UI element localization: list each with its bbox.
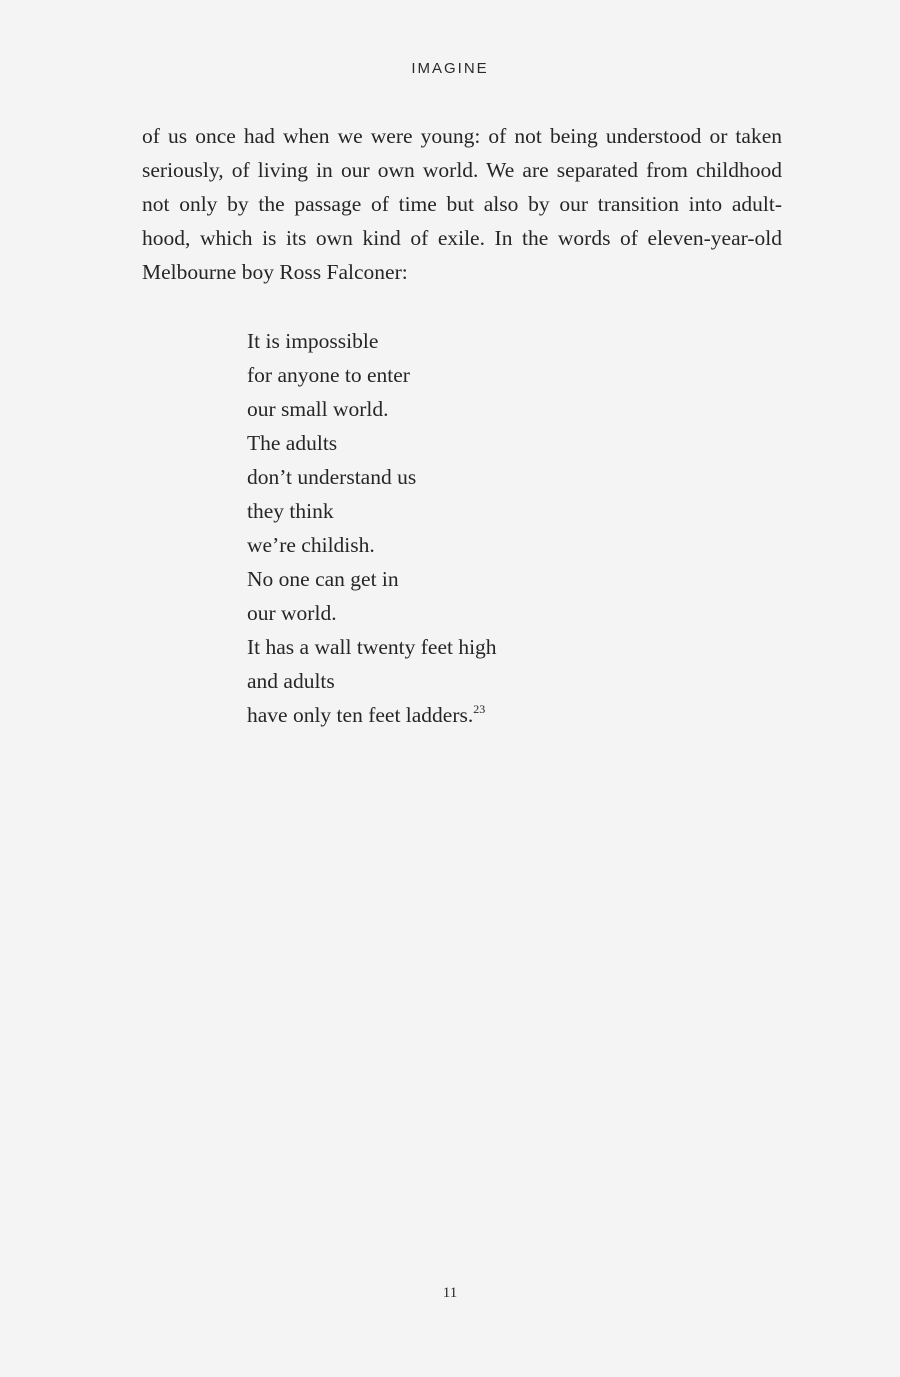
poem-line: The adults	[247, 431, 338, 455]
footnote-reference[interactable]: 23	[473, 702, 486, 716]
poem-line: and adults	[247, 669, 335, 693]
poem-line: have only ten feet ladders.	[247, 703, 474, 727]
poem-line: for anyone to enter	[247, 363, 410, 387]
poem-last-line	[247, 698, 497, 732]
running-head: IMAGINE	[411, 60, 489, 77]
poem-line: they think	[247, 499, 334, 523]
paragraph-line: not only by the passage of time but also by our transition into adult-	[142, 192, 782, 216]
page-number: 11	[442, 1285, 458, 1301]
poem-line: No one can get in	[247, 567, 399, 591]
poem-line: It is impossible	[247, 329, 379, 353]
paragraph-line: of us once had when we were young: of not being understood or taken	[142, 124, 782, 148]
poem-line: we’re childish.	[247, 533, 375, 557]
body-paragraph	[142, 119, 782, 289]
poem-line: our small world.	[247, 397, 389, 421]
poem-block	[247, 324, 497, 732]
paragraph-line: hood, which is its own kind of exile. In the words of eleven-year-old	[142, 226, 782, 250]
poem-line: don’t understand us	[247, 465, 417, 489]
paragraph-line: seriously, of living in our own world. We are separated from childhood	[142, 158, 782, 182]
poem-line: It has a wall twenty feet high	[247, 635, 497, 659]
paragraph-line: Melbourne boy Ross Falconer:	[142, 260, 408, 284]
poem-line: our world.	[247, 601, 337, 625]
